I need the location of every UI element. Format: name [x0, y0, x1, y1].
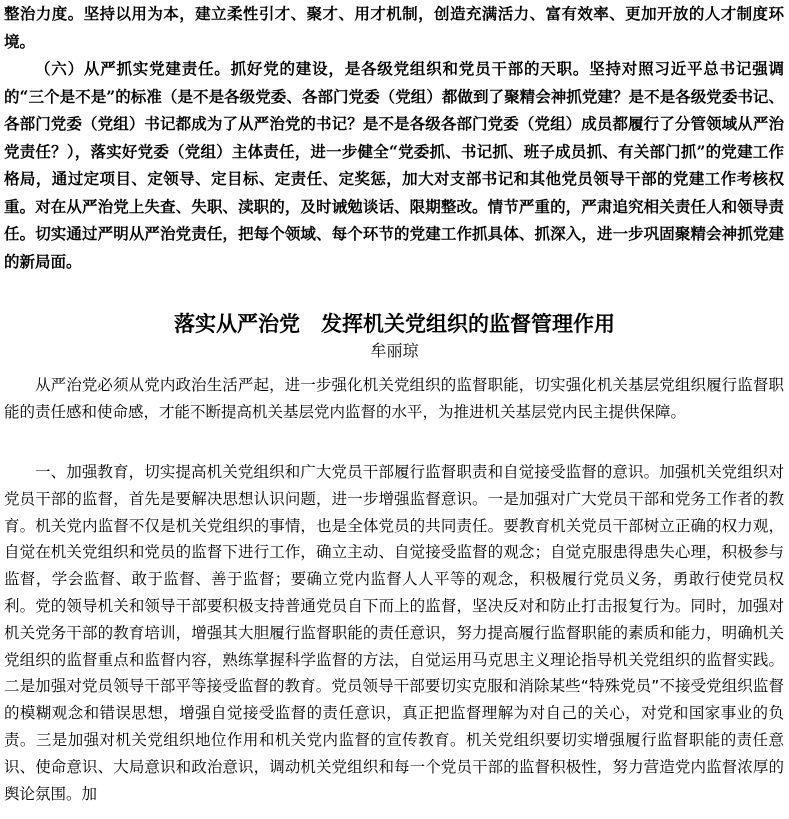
paragraph-party-building-responsibility: （六）从严抓实党建责任。抓好党的建设，是各级党组织和党员干部的天职。坚持对照习近平总书记强调的“三个是不是”的标准（是不是各级党委、各部门党委（党组）都做到了聚精会神抓党建？是不是各级党委书记、各部门党委（党组）书记都成为了从严治党的书记？是不是各级各部门党委（党组）成员都履行了分管领域从严治党责任？），落实好党委（党组）主体责任，进一步健全“党委抓、书记抓、班子成员抓、有关部门抓”的党建工作格局，通过定项目、定领导、定目标、定责任、定奖惩，加大对支部书记和其他党员领导干部的党建工作考核权重。对在从严治党上失查、失职、渎职的，及时诫勉谈话、限期整改。情节严重的，严肃追究相关责任人和领导责任。切实通过严明从严治党责任，把每个领域、每个环节的党建工作抓具体、抓深入，进一步巩固聚精会神抓党建的新局面。: [4, 59, 784, 271]
paragraph-talent-system: 整治力度。坚持以用为本，建立柔性引才、聚才、用才机制，创造充满活力、富有效率、更加开放的人才制度环境。: [4, 4, 784, 51]
paragraph-section-one: 一、加强教育，切实提高机关党组织和广大党员干部履行监督职责和自觉接受监督的意识。加强机关党组织对党员干部的监督，首先是要解决思想认识问题，进一步增强监督意识。一是加强对广大党员干部和党务工作者的教育。机关党内监督不仅是机关党组织的事情，也是全体党员的共同责任。要教育机关党员干部树立正确的权力观，自觉在机关党组织和党员的监督下进行工作，确立主动、自觉接受监督的观念；自觉克服患得患失心理，积极参与监督，学会监督、敢于监督、善于监督；要确立党内监督人人平等的观念，积极履行党员义务，勇敢行使党员权利。党的领导机关和领导干部要积极支持普通党员自下而上的监督，坚决反对和防止打击报复行为。同时，加强对机关党务干部的教育培训，增强其大胆履行监督职能的责任意识，努力提高履行监督职能的素质和能力，明确机关党组织的监督重点和监督内容，熟练掌握科学监督的方法，自觉运用马克思主义理论指导机关党组织的监督实践。二是加强对党员领导干部平等接受监督的教育。党员领导干部要切实克服和消除某些“特殊党员”不接受党组织监督的模糊观念和错误思想，增强自觉接受监督的责任意识，真正把监督理解为对自己的关心，对党和国家事业的负责。三是加强对机关党组织地位作用和机关党内监督的宣传教育。机关党组织要切实增强履行监督职能的责任意识、使命意识、大局意识和政治意识，调动机关党组织和每一个党员干部的监督积极性，努力营造党内监督浓厚的舆论氛围。加: [4, 463, 784, 803]
paragraph-introduction: 从严治党必须从党内政治生活严起，进一步强化机关党组织的监督职能，切实强化机关基层党组织履行监督职能的责任感和使命感，才能不断提高机关基层党内监督的水平，为推进机关基层党内民主提供保障。: [4, 376, 784, 421]
article-title: 落实从严治党 发挥机关党组织的监督管理作用: [174, 312, 615, 336]
article-author: 牟丽琼: [370, 341, 419, 360]
